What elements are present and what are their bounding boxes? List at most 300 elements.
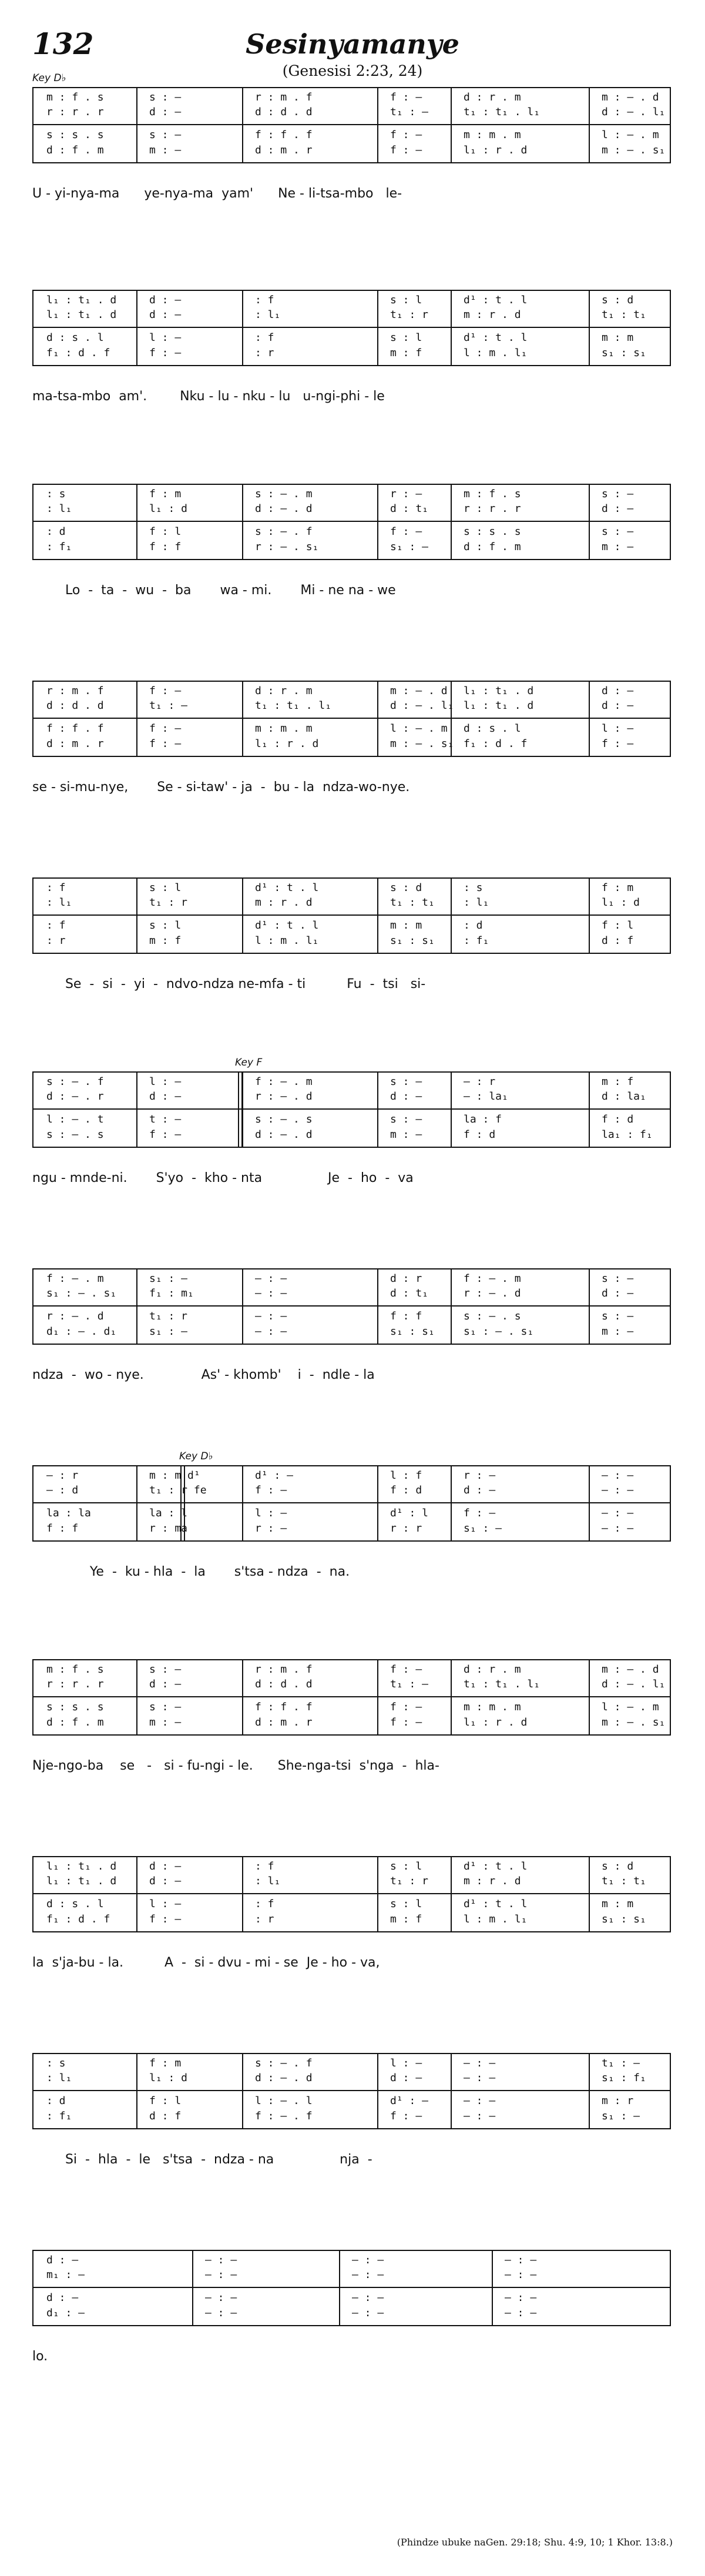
measure-notes: r : m . f	[255, 91, 313, 103]
measure-notes: — : —	[255, 1272, 287, 1285]
measure-notes: m : f . s	[46, 1663, 104, 1676]
voice-row-soprano	[33, 882, 670, 894]
measure-notes: d : —	[149, 106, 182, 118]
measure-notes: d : t₁	[390, 503, 429, 515]
brace-divider	[33, 327, 670, 328]
measure-notes: — : —	[602, 1522, 634, 1535]
measure-notes: l : — . m	[602, 1701, 659, 1713]
measure-notes: t₁ : r	[149, 1310, 188, 1322]
measure-notes: f : l	[602, 919, 634, 932]
measure-notes: — : —	[205, 2254, 237, 2266]
measure-notes: d₁ : — . d₁	[46, 1325, 117, 1338]
measure-notes: d : m . r	[255, 1716, 313, 1729]
measure-notes: s : —	[149, 1663, 182, 1676]
measure-notes: s : —	[390, 1076, 422, 1088]
measure-notes: f : —	[149, 1128, 182, 1141]
measure-notes: t₁ : r	[149, 896, 188, 909]
voice-row-bass	[33, 935, 670, 947]
measure-notes: — : —	[205, 2292, 237, 2304]
voice-row-soprano	[33, 488, 670, 500]
voice-row-bass	[33, 2307, 670, 2319]
measure-notes: d : f . m	[46, 1716, 104, 1729]
measure-notes: s : d	[602, 294, 634, 306]
voice-row-bass	[33, 1326, 670, 1338]
measure-notes: — : la₁	[464, 1090, 508, 1103]
measure-notes: r : r	[390, 1522, 422, 1535]
measure-notes: d : — . d	[255, 2072, 313, 2084]
measure-notes: : f	[46, 919, 66, 932]
measure-notes: l₁ : t₁ . d	[46, 1860, 117, 1872]
measure-notes: r : m . f	[255, 1663, 313, 1676]
voice-row-alto	[33, 700, 670, 712]
voice-row-bass	[33, 1717, 670, 1729]
measure-notes: f : — . f	[255, 2110, 313, 2122]
lyrics-line: ma-tsa-mbo am'. Nku - lu - nku - lu u-ngi-phi - le	[32, 389, 385, 404]
voice-row-soprano	[33, 1664, 670, 1676]
measure-notes: d : m . r	[255, 144, 313, 156]
measure-notes: f : —	[149, 738, 182, 750]
measure-notes: m : r . d	[255, 896, 313, 909]
measure-notes: f : f . f	[46, 722, 104, 735]
measure-notes: d : r . m	[464, 1663, 521, 1676]
measure-notes: : r	[46, 934, 66, 947]
measure-notes: : f₁	[464, 934, 489, 947]
measure-notes: : f₁	[46, 2110, 72, 2122]
measure-notes: d¹ : —	[255, 1469, 294, 1482]
measure-notes: l₁ : t₁ . d	[46, 1875, 117, 1887]
measure-notes: f₁ : m₁	[149, 1287, 194, 1299]
measure-notes: : l₁	[46, 896, 72, 909]
measure-notes: t₁ : r fe	[149, 1484, 207, 1496]
measure-notes: t₁ : t₁ . l₁	[464, 1678, 540, 1690]
measure-notes: f : f	[149, 541, 182, 553]
measure-notes: f : m	[149, 488, 182, 500]
measure-notes: m : — . s₁	[390, 738, 454, 750]
measure-notes: f : —	[464, 1507, 496, 1519]
voice-row-tenor	[33, 1701, 670, 1713]
measure-notes: d : s . l	[46, 331, 104, 344]
measure-notes: — : —	[602, 1484, 634, 1496]
key-signature: Key D♭	[32, 72, 66, 84]
measure-notes: r : r . r	[46, 1678, 104, 1690]
music-system	[0, 861, 705, 1037]
tonic-solfa-staff	[32, 484, 671, 560]
measure-notes: — : r	[464, 1076, 496, 1088]
measure-notes: t₁ : —	[390, 106, 429, 118]
measure-notes: s : l	[390, 1898, 422, 1910]
lyrics-line: lo.	[32, 2349, 48, 2364]
measure-notes: — : d	[46, 1484, 79, 1496]
measure-notes: la : la	[46, 1507, 91, 1519]
measure-notes: s : s . s	[46, 129, 104, 141]
music-system	[0, 71, 705, 247]
music-system	[0, 467, 705, 644]
measure-notes: s : l	[390, 331, 422, 344]
measure-notes: l₁ : r . d	[464, 144, 528, 156]
measure-notes: s : —	[149, 1701, 182, 1713]
voice-row-alto	[33, 309, 670, 321]
voice-row-tenor	[33, 1114, 670, 1125]
measure-notes: : r	[255, 347, 274, 359]
measure-notes: l : m . l₁	[255, 934, 319, 947]
measure-notes: f₁ : d . f	[46, 1913, 110, 1925]
voice-row-tenor	[33, 2292, 670, 2304]
voice-row-soprano	[33, 1470, 670, 1482]
measure-notes: d : —	[390, 2072, 422, 2084]
voice-row-bass	[33, 541, 670, 553]
music-system	[0, 2036, 705, 2213]
measure-notes: r : r . r	[46, 106, 104, 118]
measure-notes: t₁ : r	[390, 1875, 429, 1887]
measure-notes: s : — . f	[255, 525, 313, 538]
measure-notes: r : — . d	[464, 1287, 521, 1299]
measure-notes: d : s . l	[46, 1898, 104, 1910]
measure-notes: m : —	[602, 541, 634, 553]
voice-row-tenor	[33, 1508, 670, 1519]
measure-notes: s : — . f	[255, 2057, 313, 2069]
measure-notes: m : m	[602, 331, 634, 344]
voice-row-soprano	[33, 1273, 670, 1285]
measure-notes: s : — . s	[46, 1128, 104, 1141]
measure-notes: m : m . m	[464, 129, 521, 141]
music-system	[0, 2233, 705, 2410]
measure-notes: l : — . m	[602, 129, 659, 141]
tonic-solfa-staff	[32, 87, 671, 163]
measure-notes: f : —	[390, 1701, 422, 1713]
brace-divider	[33, 1696, 670, 1697]
measure-notes: s : l	[390, 294, 422, 306]
measure-notes: f : d	[602, 1113, 634, 1125]
brace-divider	[33, 718, 670, 719]
measure-notes: l : —	[255, 1507, 287, 1519]
lyrics-line: ngu - mnde-ni. S'yo - kho - nta Je - ho - va	[32, 1171, 414, 1185]
measure-notes: — : —	[255, 1287, 287, 1299]
measure-notes: m : — . s₁	[602, 1716, 666, 1729]
measure-notes: t : —	[149, 1113, 182, 1125]
measure-notes: r : ma	[149, 1522, 188, 1535]
measure-notes: m : f	[149, 934, 182, 947]
measure-notes: t₁ : r	[390, 309, 429, 321]
measure-notes: r : — . d	[46, 1310, 104, 1322]
voice-row-alto	[33, 2072, 670, 2084]
voice-row-tenor	[33, 129, 670, 141]
measure-notes: d : —	[149, 1090, 182, 1103]
measure-notes: l : —	[390, 2057, 422, 2069]
measure-notes: — : —	[505, 2292, 537, 2304]
measure-notes: m : —	[390, 1128, 422, 1141]
measure-notes: l₁ : r . d	[464, 1716, 528, 1729]
measure-notes: m : — . s₁	[602, 144, 666, 156]
measure-notes: d : s . l	[464, 722, 521, 735]
music-system	[0, 1643, 705, 1819]
tonic-solfa-staff	[32, 1465, 671, 1542]
measure-notes: s₁ : s₁	[390, 1325, 435, 1338]
measure-notes: t₁ : —	[602, 2057, 640, 2069]
measure-notes: s₁ : f₁	[602, 2072, 646, 2084]
measure-notes: s : —	[602, 525, 634, 538]
measure-notes: l : m . l₁	[464, 347, 528, 359]
measure-notes: m₁ : —	[46, 2269, 85, 2281]
measure-notes: d : t₁	[390, 1287, 429, 1299]
brace-divider	[33, 521, 670, 522]
measure-notes: t₁ : t₁ . l₁	[255, 699, 332, 712]
measure-notes: s : d	[602, 1860, 634, 1872]
measure-notes: — : —	[352, 2292, 384, 2304]
voice-row-alto	[33, 1288, 670, 1299]
measure-notes: s : —	[602, 1310, 634, 1322]
tonic-solfa-staff	[32, 681, 671, 757]
measure-notes: s₁ : —	[149, 1272, 188, 1285]
measure-notes: t₁ : t₁	[602, 309, 646, 321]
measure-notes: d : r . m	[255, 685, 313, 697]
measure-notes: d : —	[149, 1860, 182, 1872]
measure-notes: f : —	[390, 1716, 422, 1729]
measure-notes: d¹ : t . l	[255, 882, 319, 894]
measure-notes: l₁ : t₁ . d	[46, 309, 117, 321]
measure-notes: f₁ : d . f	[46, 347, 110, 359]
music-system	[0, 1840, 705, 2016]
measure-notes: m : — . d	[390, 685, 448, 697]
measure-notes: — : —	[352, 2269, 384, 2281]
measure-notes: d : — . l₁	[390, 699, 454, 712]
brace-divider	[33, 1108, 670, 1110]
voice-row-tenor	[33, 1311, 670, 1322]
measure-notes: — : —	[464, 2095, 496, 2107]
voice-row-soprano	[33, 2058, 670, 2069]
voice-row-bass	[33, 1914, 670, 1925]
voice-row-bass	[33, 347, 670, 359]
tonic-solfa-staff	[32, 1659, 671, 1736]
measure-notes: m : —	[149, 1716, 182, 1729]
voice-row-soprano	[33, 1076, 670, 1088]
measure-notes: d : f	[602, 934, 634, 947]
measure-notes: — : —	[205, 2307, 237, 2319]
measure-notes: : r	[255, 1913, 274, 1925]
measure-notes: m : m . m	[255, 722, 313, 735]
measure-notes: d : —	[149, 1678, 182, 1690]
measure-notes: s : — . s	[464, 1310, 521, 1322]
measure-notes: : d	[46, 2095, 66, 2107]
measure-notes: : l₁	[255, 309, 281, 321]
measure-notes: t₁ : —	[149, 699, 188, 712]
tonic-solfa-staff	[32, 2250, 671, 2326]
measure-notes: s₁ : —	[149, 1325, 188, 1338]
measure-notes: : d	[46, 525, 66, 538]
measure-notes: s₁ : s₁	[602, 1913, 646, 1925]
measure-notes: m : m d¹	[149, 1469, 200, 1482]
measure-notes: m : f	[390, 347, 422, 359]
voice-row-alto	[33, 897, 670, 909]
music-system	[0, 1055, 705, 1231]
measure-notes: : s	[464, 882, 483, 894]
measure-notes: f : m	[149, 2057, 182, 2069]
measure-notes: : f₁	[46, 541, 72, 553]
measure-notes: l : — . t	[46, 1113, 104, 1125]
measure-notes: l₁ : d	[602, 896, 640, 909]
measure-notes: f : f . f	[255, 129, 313, 141]
voice-row-tenor	[33, 920, 670, 932]
measure-notes: d : —	[390, 1090, 422, 1103]
voice-row-alto	[33, 1875, 670, 1887]
measure-notes: f : —	[390, 525, 422, 538]
measure-notes: l : f	[390, 1469, 422, 1482]
measure-notes: f : —	[255, 1484, 287, 1496]
measure-notes: d¹ : t . l	[464, 331, 528, 344]
brace-divider	[33, 1305, 670, 1307]
measure-notes: d : —	[602, 699, 634, 712]
measure-notes: — : —	[464, 2110, 496, 2122]
voice-row-tenor	[33, 526, 670, 538]
measure-notes: : s	[46, 2057, 66, 2069]
brace-divider	[33, 2090, 670, 2091]
measure-notes: : f	[255, 1898, 274, 1910]
measure-notes: r : m . f	[46, 685, 104, 697]
scripture-reference: (Genesisi 2:23, 24)	[282, 62, 423, 79]
measure-notes: : l₁	[255, 1875, 281, 1887]
measure-notes: f : — . m	[255, 1076, 313, 1088]
measure-notes: m : —	[602, 1325, 634, 1338]
measure-notes: f : — . m	[46, 1272, 104, 1285]
measure-notes: — : —	[255, 1310, 287, 1322]
measure-notes: f : —	[390, 1663, 422, 1676]
measure-notes: d : m . r	[46, 738, 104, 750]
voice-row-bass	[33, 145, 670, 156]
measure-notes: r : — . d	[255, 1090, 313, 1103]
voice-row-tenor	[33, 332, 670, 344]
measure-notes: f : f	[46, 1522, 79, 1535]
measure-notes: : f	[46, 882, 66, 894]
tonic-solfa-staff	[32, 2053, 671, 2129]
measure-notes: s : l	[390, 1860, 422, 1872]
voice-row-alto	[33, 1679, 670, 1690]
voice-row-bass	[33, 1523, 670, 1535]
measure-notes: f : — . m	[464, 1272, 521, 1285]
lyrics-line: la s'ja-bu - la. A - si - dvu - mi - se Je - ho - va,	[32, 1955, 380, 1970]
song-number: 132	[32, 26, 94, 61]
measure-notes: d : f . m	[464, 541, 521, 553]
lyrics-line: U - yi-nya-ma ye-nya-ma yam' Ne - li-tsa-mbo le-	[32, 186, 402, 201]
measure-notes: : l₁	[464, 896, 489, 909]
measure-notes: f : d	[390, 1484, 422, 1496]
measure-notes: m : f	[602, 1076, 634, 1088]
measure-notes: d : f	[149, 2110, 182, 2122]
music-system	[0, 273, 705, 450]
measure-notes: d : —	[602, 503, 634, 515]
music-system	[0, 1252, 705, 1428]
measure-notes: t₁ : —	[390, 1678, 429, 1690]
voice-row-soprano	[33, 294, 670, 306]
measure-notes: s : s . s	[46, 1701, 104, 1713]
voice-row-tenor	[33, 1898, 670, 1910]
measure-notes: s : — . s	[255, 1113, 313, 1125]
measure-notes: s₁ : — . s₁	[46, 1287, 117, 1299]
measure-notes: s : l	[149, 882, 182, 894]
measure-notes: f : —	[390, 144, 422, 156]
measure-notes: : l₁	[46, 2072, 72, 2084]
measure-notes: m : r	[602, 2095, 634, 2107]
measure-notes: s : — . f	[46, 1076, 104, 1088]
measure-notes: m : m	[602, 1898, 634, 1910]
measure-notes: : f	[255, 294, 274, 306]
measure-notes: f : l	[149, 525, 182, 538]
measure-notes: f : —	[149, 347, 182, 359]
measure-notes: d : —	[149, 294, 182, 306]
measure-notes: d : — . r	[46, 1090, 104, 1103]
measure-notes: — : —	[505, 2254, 537, 2266]
measure-notes: f : —	[149, 1913, 182, 1925]
measure-notes: d₁ : —	[46, 2307, 85, 2319]
measure-notes: l : — . m	[390, 722, 448, 735]
measure-notes: m : f . s	[46, 91, 104, 103]
measure-notes: — : —	[505, 2269, 537, 2281]
measure-notes: d : —	[602, 1287, 634, 1299]
measure-notes: : l₁	[46, 503, 72, 515]
measure-notes: r : r . r	[464, 503, 521, 515]
measure-notes: d : d . d	[46, 699, 104, 712]
measure-notes: la : l	[149, 1507, 188, 1519]
measure-notes: l : —	[149, 331, 182, 344]
measure-notes: : d	[464, 919, 483, 932]
music-system	[0, 1449, 705, 1625]
measure-notes: s : —	[390, 1113, 422, 1125]
measure-notes: m : — . d	[602, 1663, 659, 1676]
voice-row-soprano	[33, 92, 670, 103]
measure-notes: f : d	[464, 1128, 496, 1141]
voice-row-alto	[33, 503, 670, 515]
measure-notes: l₁ : t₁ . d	[464, 699, 534, 712]
measure-notes: d : — . d	[255, 1128, 313, 1141]
measure-notes: — : —	[464, 2072, 496, 2084]
measure-notes: — : r	[46, 1469, 79, 1482]
music-system	[0, 664, 705, 840]
lyrics-line: Lo - ta - wu - ba wa - mi. Mi - ne na - we	[32, 583, 396, 598]
measure-notes: la : f	[464, 1113, 502, 1125]
lyrics-line: se - si-mu-nye, Se - si-taw' - ja - bu - la ndza-wo-nye.	[32, 780, 410, 795]
measure-notes: s : s . s	[464, 525, 521, 538]
measure-notes: m : f . s	[464, 488, 521, 500]
measure-notes: f : l	[149, 2095, 182, 2107]
measure-notes: m : — . d	[602, 91, 659, 103]
tonic-solfa-staff	[32, 1071, 671, 1148]
measure-notes: d : f . m	[46, 144, 104, 156]
measure-notes: s : d	[390, 882, 422, 894]
measure-notes: l : m . l₁	[464, 1913, 528, 1925]
voice-row-soprano	[33, 685, 670, 697]
measure-notes: s : —	[602, 488, 634, 500]
measure-notes: d : d . d	[255, 106, 313, 118]
measure-notes: d : —	[602, 685, 634, 697]
song-title: Sesinyamanye	[246, 28, 459, 60]
measure-notes: s : —	[149, 129, 182, 141]
tonic-solfa-staff	[32, 1856, 671, 1932]
measure-notes: f : —	[149, 722, 182, 735]
tonic-solfa-staff	[32, 290, 671, 366]
voice-row-soprano	[33, 2255, 670, 2266]
voice-row-bass	[33, 1129, 670, 1141]
brace-divider	[33, 915, 670, 916]
footnote: (Phindze ubuke naGen. 29:18; Shu. 4:9, 10; 1 Khor. 13:8.)	[397, 2537, 673, 2548]
voice-row-alto	[33, 2269, 670, 2281]
measure-notes: — : —	[352, 2307, 384, 2319]
tonic-solfa-staff	[32, 1268, 671, 1345]
voice-row-bass	[33, 738, 670, 750]
voice-row-alto	[33, 1485, 670, 1496]
voice-row-alto	[33, 106, 670, 118]
measure-notes: d¹ : t . l	[464, 1898, 528, 1910]
measure-notes: s : —	[149, 91, 182, 103]
measure-notes: l₁ : t₁ . d	[464, 685, 534, 697]
tonic-solfa-staff	[32, 877, 671, 954]
